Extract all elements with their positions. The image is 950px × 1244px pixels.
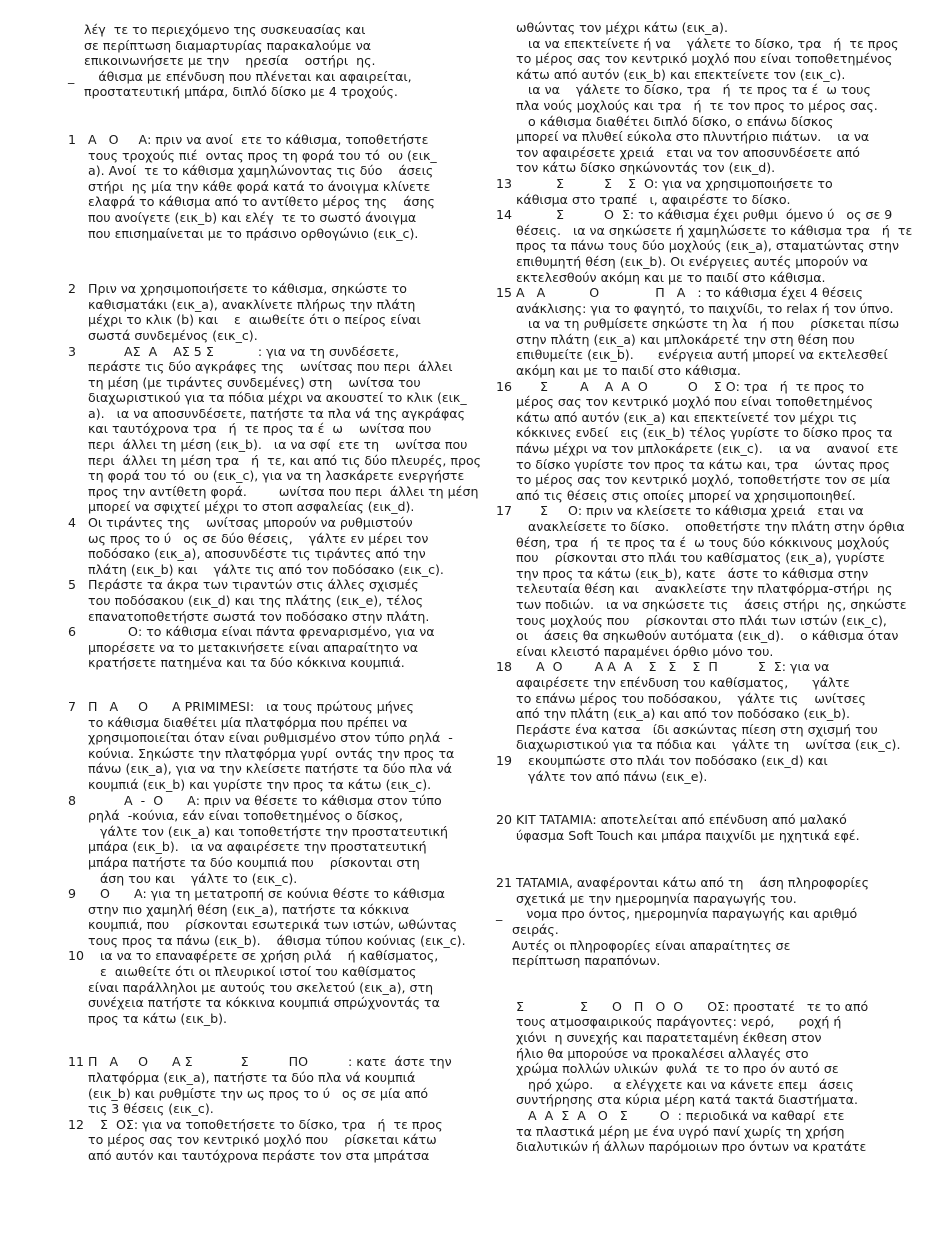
text-line: περάστε τις δύο αγκράφες της ωνίτσας που περι άλλει — [88, 359, 453, 375]
item-number: 3 — [68, 343, 77, 359]
text-line: αφαιρέσετε την επένδυση του καθίσματος, γάλτε — [516, 674, 850, 690]
text-line: επιθυμητή θέση (εικ_b). Οι ενέργειες αυτές μπορούν να — [516, 253, 868, 269]
text-line: ΑΣ Α ΑΣ 5 Σ : για να τη συνδέσετε, — [88, 343, 399, 359]
item-number: 10 — [68, 948, 85, 964]
text-line: κάθισμα στο τραπέ ι, αφαιρέστε το δίσκο. — [516, 191, 791, 207]
item-number: 8 — [68, 792, 77, 808]
left-column — [68, 22, 482, 1164]
text-line: Σ Α Α Α Ο Ο Σ Ο: τρα ή τε προς το — [516, 378, 865, 394]
item-text — [88, 948, 460, 1026]
text-line: Περάστε ένα κατσα ίδι ασκώντας πίεση στη σχισμή του — [516, 721, 878, 737]
text-line: άση του και γάλτε το (εικ_c). — [88, 870, 298, 886]
item-text — [88, 624, 460, 671]
instruction-item — [68, 1117, 460, 1164]
text-line: λέγ τε το περιεχόμενο της συσκευασίας και — [68, 22, 366, 37]
item-text — [88, 1117, 460, 1164]
item-number: 7 — [68, 698, 77, 714]
text-line: τους προς τα πάνω (εικ_b). άθισμα τύπου κούνιας (εικ_c). — [88, 932, 466, 948]
text-line: που επισημαίνεται με το πράσινο ορθογώνιο (εικ_c). — [88, 225, 419, 241]
text-line: πάνω μέχρι να τον μπλοκάρετε (εικ_c). ια να ανανοί ετε — [516, 441, 899, 457]
item-text — [516, 812, 896, 843]
text-line: το επάνω μέρος του ποδόσακου, γάλτε τις ωνίτσες — [516, 690, 866, 706]
item-text — [88, 1054, 460, 1116]
text-line: _ νομα προ όντος, ημερομηνία παραγωγής και αριθμό — [496, 906, 858, 922]
instruction-item — [68, 886, 466, 948]
text-line: επιθυμείτε (εικ_b). ενέργεια αυτή μπορεί να εκτελεσθεί — [516, 347, 888, 363]
text-line: που ανοίγετε (εικ_b) και ελέγ τε το σωστό άνοιγμα — [88, 209, 417, 225]
instruction-item — [68, 1054, 460, 1116]
text-line: ια να γάλετε το δίσκο, τρα ή τε προς τα έ ω τους — [516, 82, 871, 98]
text-line: Ο: το κάθισμα είναι πάντα φρεναρισμένο, για να — [88, 624, 435, 640]
text-line: τη φορά του τό ου (εικ_c), για να τη λασκάρετε ενεργήστε — [88, 468, 465, 484]
item-number: 2 — [68, 281, 77, 297]
text-line: Α Α Ο Π Α : το κάθισμα έχει 4 θέσεις — [516, 285, 863, 301]
text-line: (εικ_b) και ρυθμίστε την ως προς το ύ ος σε μία από — [88, 1085, 429, 1101]
text-line: κουμπιά, που ρίσκονται εσωτερικά των ιστών, ωθώντας — [88, 917, 458, 933]
text-line: από τις θέσεις στις οποίες μπορεί να χρησιμοποιηθεί. — [516, 487, 856, 503]
text-line: το μέρος σας τον κεντρικό μοχλό που ρίσκεται κάτω — [88, 1132, 437, 1148]
text-line: από αυτόν και ταυτόχρονα περάστε τον στα μπράτσα — [88, 1148, 430, 1163]
text-line: μπάρα (εικ_b). ια να αφαιρέσετε την προστατευτική — [88, 839, 427, 855]
text-line: προς την αντίθετη φορά. ωνίτσα που περι άλλει τη μέση — [88, 483, 479, 499]
text-line: Α Α Σ Α Ο Σ Ο : περιοδικά να καθαρί ετε — [516, 1108, 845, 1123]
text-line: το κάθισμα διαθέτει μία πλατφόρμα που πρέπει να — [88, 714, 408, 730]
text-line: πλα νούς μοχλούς και τρα ή τε τον προς το μέρος σας. — [516, 97, 878, 113]
item-text — [88, 344, 481, 516]
text-line: Σ Ο Σ: το κάθισμα έχει ρυθμι όμενο ύ ος σε 9 — [516, 207, 893, 223]
item-number: 20 — [496, 812, 513, 828]
text-line: θέσεις. ια να σηκώσετε ή χαμηλώσετε το κάθισμα τρα ή τε — [516, 222, 913, 238]
text-line: KIT TATAMIA: αποτελείται από επένδυση από μαλακό — [516, 812, 847, 828]
instruction-item — [496, 378, 899, 504]
text-line: ε αιωθείτε ότι οι πλευρικοί ιστοί του καθίσματος — [88, 964, 417, 980]
item-text — [516, 503, 907, 659]
instruction-item — [68, 699, 460, 793]
instruction-item — [68, 624, 460, 671]
text-line: χρώμα πολλών υλικών φυλά τε το προ όν αυτό σε — [516, 1061, 839, 1077]
instruction-item — [496, 176, 896, 207]
text-line: a). ια να αποσυνδέσετε, πατήστε τα πλα νά της αγκράφας — [88, 405, 465, 421]
text-line: γάλτε τον (εικ_a) και τοποθετήστε την προστατευτική — [88, 823, 448, 839]
text-line: Αυτές οι πληροφορίες είναι απαραίτητες σε — [496, 937, 791, 953]
item-text — [88, 886, 466, 948]
text-line: κάτω από αυτόν (εικ_b) και επεκτείνετε τον (εικ_c). — [516, 66, 846, 82]
text-line: οι άσεις θα σηκωθούν αυτόματα (εικ_d). ο κάθισμα όταν — [516, 628, 899, 644]
text-line: τους μοχλούς που ρίσκονται στο πλάι των ιστών (εικ_c), — [516, 612, 887, 628]
instruction-item — [68, 281, 460, 343]
text-line: προς τα πάνω τους δύο μοχλούς (εικ_a), σταματώντας στην — [516, 238, 900, 254]
text-line: που ρίσκονται στο πλάι του καθίσματος (εικ_a), γυρίστε — [516, 550, 885, 566]
text-line: Πριν να χρησιμοποιήσετε το κάθισμα, σηκώστε το — [88, 281, 407, 297]
text-line: τελευταία θέση και ανακλείστε την πλατφόρμα-στήρι ης — [516, 581, 893, 597]
item-number: 1 — [68, 131, 77, 147]
text-line: ακόμη και με το παιδί στο κάθισμα. — [516, 363, 741, 379]
item-number: 14 — [496, 207, 513, 223]
instruction-item — [68, 343, 482, 516]
text-line: το μέρος σας τον κεντρικό μοχλό που είναι τοποθετημένος — [516, 51, 893, 67]
text-line: Α Ο Α Α Α Σ Σ Σ Π Σ Σ: για να — [516, 659, 830, 675]
text-line: Α Ο Α: πριν να ανοί ετε το κάθισμα, τοποθετήστε — [88, 131, 429, 147]
instruction-item — [496, 875, 896, 906]
text-line: ωθώντας τον μέχρι κάτω (εικ_a). — [516, 20, 728, 35]
text-line: μέρος σας τον κεντρικό μοχλό που είναι τοποθετημένος — [516, 394, 874, 410]
text-line: ως προς το ύ ος σε δύο θέσεις, γάλτε εν μέρει τον — [88, 530, 429, 546]
text-line: ια να τη ρυθμίσετε σηκώστε τη λα ή που ρίσκεται πίσω — [516, 316, 900, 332]
text-line: χρησιμοποιείται όταν είναι ρυθμισμένο στον τύπο ρηλά - — [88, 730, 453, 746]
item-number: 21 — [496, 875, 513, 891]
text-line: του ποδόσακου (εικ_d) και της πλάτης (εικ_e), τέλος — [88, 593, 424, 608]
text-line: στην πλάτη (εικ_a) και μπλοκάρετέ την στη θέση που — [516, 331, 855, 347]
text-line: Σ Ο: πριν να κλείσετε το κάθισμα χρειά εται να — [516, 503, 864, 519]
item-number: 18 — [496, 659, 513, 675]
text-line: περι άλλει τη μέση τρα ή τε, και από τις δύο πλευρές, προς — [88, 452, 482, 468]
text-line: εκουμπώστε στο πλάι τον ποδόσακο (εικ_d) και — [516, 752, 828, 768]
text-line: a). Ανοί τε το κάθισμα χαμηλώνοντας τις δύο άσεις — [88, 163, 434, 179]
text-line: το μέρος σας τον κεντρικό μοχλό, τοποθετήστε τον σε μία — [516, 472, 891, 488]
item-number: 5 — [68, 577, 77, 593]
text-line: τον κάτω δίσκο σηκώνοντάς τον (εικ_d). — [516, 160, 776, 176]
item-number: 11 — [68, 1054, 85, 1070]
text-line: κόκκινες ενδεί εις (εικ_b) τέλος γυρίστε το δίσκο προς τα — [516, 425, 893, 441]
text-line: χιόνι η συνεχής και παρατεταμένη έκθεση στον — [516, 1030, 822, 1046]
text-line: των ποδιών. ια να σηκώσετε τις άσεις στήρι ης, σηκώστε — [516, 596, 907, 612]
text-line: τη μέση (με τιράντες συνδεμένες) στη ωνίτσα του — [88, 374, 421, 390]
text-line: διαχωριστικού για τα πόδια μέχρι να ακουστεί το κλικ (εικ_ — [88, 390, 467, 406]
text-line: TATAMIA, αναφέρονται κάτω από τη άση πληροφορίες — [516, 875, 869, 891]
item-text — [88, 577, 460, 624]
item-text — [516, 753, 896, 784]
instruction-item — [68, 132, 460, 241]
text-line: ια να το επαναφέρετε σε χρήση ριλά ή καθίσματος, — [88, 948, 439, 964]
item-number: 17 — [496, 503, 513, 519]
item-12-continuation — [496, 20, 899, 176]
text-line: Ο Α: για τη μετατροπή σε κούνια θέστε το κάθισμα — [88, 886, 445, 902]
text-line: κρατήσετε πατημένα και τα δύο κόκκινα κουμπιά. — [88, 655, 405, 671]
text-line: θέση, τρα ή τε προς τα έ ω τους δύο κόκκινους μοχλούς — [516, 534, 890, 550]
text-line: το δίσκο γυρίστε τον προς τα κάτω και, τρα ώντας προς — [516, 456, 890, 472]
item-number: 16 — [496, 378, 513, 394]
text-line: ύφασμα Soft Touch και μπάρα παιχνίδι με ηχητικά εφέ. — [516, 827, 860, 843]
item-text — [516, 875, 896, 906]
text-line: κουμπιά (εικ_b) και γυρίστε την προς τα κάτω (εικ_c). — [88, 776, 432, 792]
text-line: Π Α Ο Α PRIMIMESI: ια τους πρώτους μήνες — [88, 698, 414, 714]
instruction-item — [496, 812, 896, 843]
text-line: σωστά συνδεμένος (εικ_c). — [88, 327, 258, 343]
text-line: είναι παράλληλοι με αυτούς του σκελετού (εικ_a), στη — [88, 979, 434, 995]
text-line: Σ Σ Ο Π Ο Ο ΟΣ: προστατέ τε το από — [516, 998, 869, 1014]
text-line: Οι τιράντες της ωνίτσας μπορούν να ρυθμιστούν — [88, 515, 413, 531]
item-text — [516, 379, 898, 504]
text-line: Σ Σ Σ Ο: για να χρησιμοποιήσετε το — [516, 175, 833, 191]
right-column — [496, 20, 913, 1155]
instruction-item — [496, 207, 913, 285]
text-line: διαλυτικών ή άλλων παρόμοιων προ όντων να κρατάτε — [516, 1139, 867, 1155]
text-line: πλατφόρμα (εικ_a), πατήστε τα δύο πλα νά κουμπιά — [88, 1070, 416, 1086]
item-text — [88, 793, 460, 887]
text-line: στήρι ης μία την κάθε φορά κατά το άνοιγμα κλίνετε — [88, 178, 431, 194]
item-number: 4 — [68, 515, 77, 531]
text-line: πλάτη (εικ_b) και γάλτε τις από τον ποδόσακο (εικ_c). — [88, 561, 444, 577]
text-line: περι άλλει τη μέση (εικ_b). ια να σφί ετε τη ωνίτσα που — [88, 437, 468, 453]
text-line: σειράς. — [496, 922, 559, 938]
text-line: τα πλαστικά μέρη με ένα υγρό πανί χωρίς τη χρήση — [516, 1123, 845, 1139]
text-line: συντήρησης στα κύρια μέρη κατά τακτά διαστήματα. — [516, 1092, 858, 1108]
item-number: 19 — [496, 752, 513, 768]
text-line: μπάρα πατήστε τα δύο κουμπιά που ρίσκονται στη — [88, 854, 420, 870]
text-line: περίπτωση παραπόνων. — [496, 953, 661, 969]
text-line: ο κάθισμα διαθέτει διπλό δίσκο, ο επάνω δίσκος — [516, 113, 834, 129]
text-line: επικοινωνήσετε με την ηρεσία οστήρι ης. — [68, 53, 376, 69]
instruction-item — [68, 577, 460, 624]
text-line: μέχρι το κλικ (b) και ε αιωθείτε ότι ο πείρος είναι — [88, 312, 421, 328]
text-line: ήλιο θα μπορούσε να προκαλέσει αλλαγές στο — [516, 1045, 809, 1061]
item-text — [88, 699, 460, 793]
instruction-item — [68, 793, 460, 887]
instruction-item — [496, 753, 896, 784]
text-line: τις 3 θέσεις (εικ_c). — [88, 1101, 214, 1117]
text-line: συνέχεια πατήστε τα κόκκινα κουμπιά σπρώχνοντάς τα — [88, 995, 440, 1011]
text-line: είναι κλειστό παραμένει όρθιο μόνο του. — [516, 643, 774, 659]
text-line: εκτελεσθούν ακόμη και με το παιδί στο κάθισμα. — [516, 269, 826, 285]
text-line: πάνω (εικ_a), για να την κλείσετε πατήστε τα δύο πλα νά — [88, 761, 452, 777]
text-line: στην πιο χαμηλή θέση (εικ_a), πατήστε τα κόκκινα — [88, 901, 410, 917]
intro-paragraph — [68, 22, 460, 100]
instruction-item — [496, 659, 901, 753]
item-text — [88, 515, 460, 577]
text-line: γάλτε τον από πάνω (εικ_e). — [516, 768, 708, 784]
item-number: 13 — [496, 175, 513, 191]
item-number: 9 — [68, 886, 77, 902]
text-line: προστατευτική μπάρα, διπλό δίσκο με 4 τροχούς. — [68, 84, 398, 100]
item-number: 15 — [496, 285, 513, 301]
text-line: ανακλείσετε το δίσκο. οποθετήστε την πλάτη στην όρθια — [516, 519, 905, 534]
text-line: τους ατμοσφαιρικούς παράγοντες: νερό, ροχή ή — [516, 1014, 842, 1030]
item-text — [516, 207, 912, 285]
text-line: ποδόσακο (εικ_a), αποσυνδέστε τις τιράντες από την — [88, 546, 426, 562]
text-line: _ άθισμα με επένδυση που πλένεται και αφαιρείται, — [68, 68, 412, 84]
item-number: 12 — [68, 1116, 85, 1132]
item-text — [88, 132, 460, 241]
care-section — [496, 999, 896, 1155]
text-line: Π Α Ο Α Σ Σ ΠΟ : κατε άστε την — [88, 1054, 452, 1070]
text-line: τον αφαιρέσετε χρειά εται να τον αποσυνδέσετε από — [516, 144, 860, 160]
text-line: σχετικά με την ημερομηνία παραγωγής του. — [516, 890, 797, 906]
label-info-note — [496, 906, 896, 968]
instruction-item — [496, 503, 907, 659]
text-line: ηρό χώρο. α ελέγχετε και να κάνετε επεμ άσεις — [516, 1076, 854, 1092]
text-line: καθισματάκι (εικ_a), ανακλίνετε πλήρως την πλάτη — [88, 296, 416, 312]
text-line: από την πλάτη (εικ_a) και από τον ποδόσακο (εικ_b). — [516, 706, 851, 722]
text-line: την προς τα κάτω (εικ_b), κατε άστε το κάθισμα στην — [516, 565, 869, 581]
text-line: μπορέσετε να το μετακινήσετε είναι απαραίτητο να — [88, 639, 419, 655]
text-line: Σ ΟΣ: για να τοποθετήσετε το δίσκο, τρα ή τε προς — [88, 1116, 443, 1132]
text-line: Περάστε τα άκρα των τιραντών στις άλλες σχισμές — [88, 577, 419, 593]
text-line: διαχωριστικού για τα πόδια και γάλτε τη ωνίτσα (εικ_c). — [516, 737, 901, 753]
instruction-item — [68, 515, 460, 577]
instruction-item — [68, 948, 460, 1026]
text-line: σε περίπτωση διαμαρτυρίας παρακαλούμε να — [68, 37, 372, 53]
item-text — [516, 176, 896, 207]
text-line: και ταυτόχρονα τρα ή τε προς τα έ ω ωνίτσα που — [88, 421, 432, 437]
text-line: ελαφρά το κάθισμα από το αντίθετο μέρος της άσης — [88, 194, 435, 210]
text-line: μπορεί να πλυθεί εύκολα στο πλυντήριο πιάτων. ια να — [516, 129, 870, 145]
item-number: 6 — [68, 624, 77, 640]
text-line: Α - Ο Α: πριν να θέσετε το κάθισμα στον τύπο — [88, 792, 442, 808]
text-line: κάτω από αυτόν (εικ_a) και επεκτείνετέ τον μέχρι τις — [516, 409, 858, 425]
text-line: προς τα κάτω (εικ_b). — [88, 1010, 228, 1026]
text-line: μπορεί να σφιχτεί μέχρι το στοπ ασφαλείας (εικ_d). — [88, 499, 415, 515]
instruction-item — [496, 285, 900, 379]
text-line: ια να επεκτείνετε ή να γάλετε το δίσκο, τρα ή τε προς — [516, 35, 899, 51]
item-text — [516, 659, 900, 753]
text-line: επανατοποθετήστε σωστά τον ποδόσακο στην πλάτη. — [88, 608, 430, 624]
text-line: ανάκλισης: για το φαγητό, το παιχνίδι, το relax ή τον ύπνο. — [516, 300, 894, 316]
item-text — [516, 285, 899, 379]
item-text — [88, 281, 460, 343]
text-line: κούνια. Σηκώστε την πλατφόρμα γυρί οντάς την προς τα — [88, 745, 455, 761]
text-line: τους τροχούς πιέ οντας προς τη φορά του τό ου (εικ_ — [88, 147, 437, 163]
text-line: ρηλά -κούνια, εάν είναι τοποθετημένος ο δίσκος, — [88, 808, 403, 824]
